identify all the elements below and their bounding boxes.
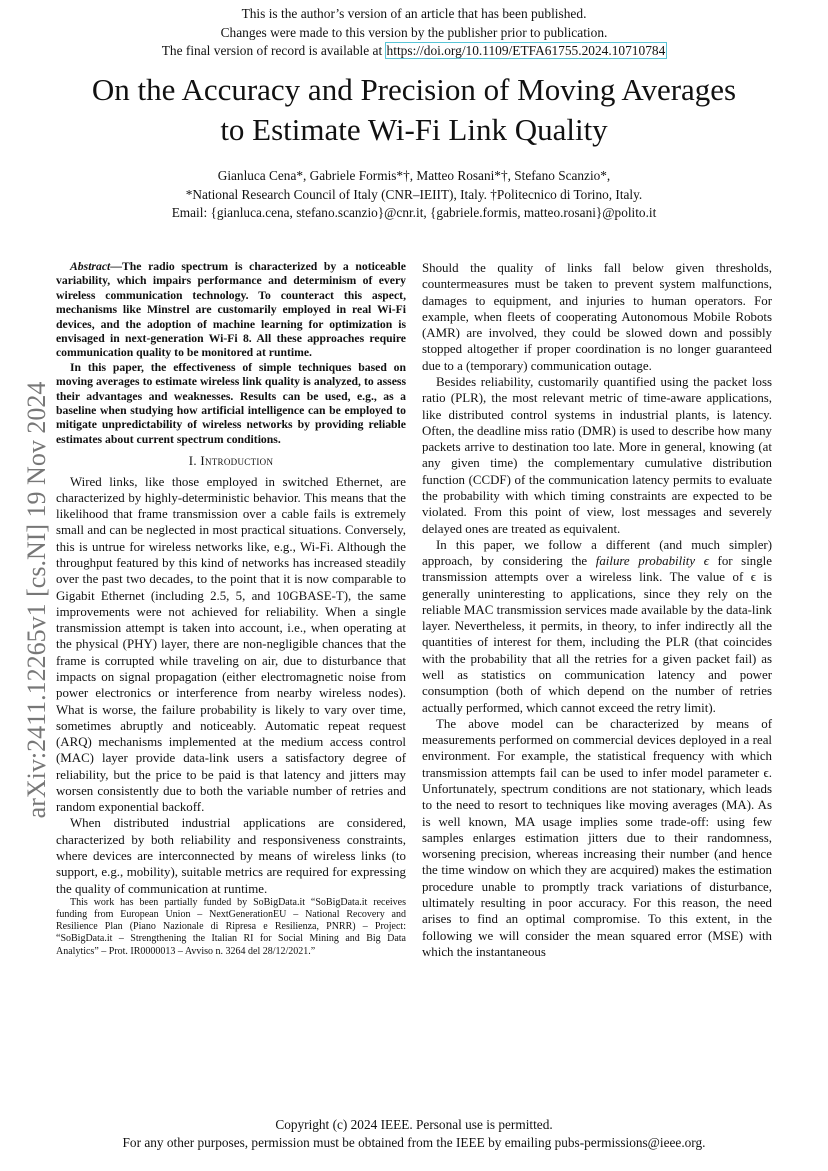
- author-names: Gianluca Cena*, Gabriele Formis*†, Matteo Rosani*†, Stefano Scanzio*,: [217, 168, 611, 183]
- left-column: [56, 260, 406, 958]
- title-line-2: to Estimate Wi-Fi Link Quality: [220, 112, 608, 147]
- copyright-line-2: For any other purposes, permission must be obtained from the IEEE by emailing pubs-permissions@ieee.org.: [122, 1134, 706, 1150]
- right-paragraph-3: [422, 537, 772, 716]
- section-heading-introduction: I. Introduction: [188, 454, 274, 469]
- notice-line-2: Changes were made to this version by the publisher prior to publication.: [220, 24, 608, 40]
- right-paragraph-2: Besides reliability, customarily quantified using the packet loss ratio (PLR), the most relevant metric of time-aware applications, like distributed control systems in industrial plants, is latency. Often, the deadline miss ratio (DMR) is used to describe how many packets arrive to destination too late. More in general, knowing (at any given time) the complementary cumulative distribution function (CCDF) of the communication latency permits to evaluate the probability with which timing constraints are expected to be violated. From this point of view, lost messages and severely delayed ones are treated as equivalent.: [422, 374, 772, 536]
- right-paragraph-1: Should the quality of links fall below given thresholds, countermeasures must be taken to prevent system malfunctions, damages to equipment, and injuries to human operators. For example, when fleets of cooperating Autonomous Mobile Robots (AMR) are involved, they could be slowed down and possibly stopped altogether if proper coordination is no longer guaranteed due to a (temporary) communication outage.: [422, 261, 772, 373]
- abstract-paragraph-2: In this paper, the effectiveness of simple techniques based on moving averages to estimate wireless link quality is analyzed, to assess their advantages and weaknesses. Results can be used, e.g., as a baseline when studying how artificial intelligence can be employed to mitigate unpredictability of wireless networks by providing reliable estimates about current spectrum conditions.: [56, 360, 406, 446]
- right-paragraph-4: The above model can be characterized by means of measurements performed on commercial devices deployed in a real environment. For example, the statistical frequency with which transmission attempts fail can be used to infer model parameter ϵ. Unfortunately, spectrum conditions are not stationary, which leads to the need to resort to techniques like moving averages (MA). As is well known, MA usage implies some trade-off: using few samples enlarges estimation jitters due to their randomness, worsening precision, whereas increasing their number (and hence the time window on which they are acquired) makes the estimation procedure unable to promptly track variations of disturbance, ultimately resulting in poor accuracy. For this reason, the need arises to find an optimal compromise. To this extent, in the following we will consider the mean squared error (MSE) with which the instantaneous: [422, 716, 772, 959]
- abstract-label: Abstract: [70, 260, 111, 273]
- publication-notice: [0, 5, 828, 61]
- copyright-line-1: Copyright (c) 2024 IEEE. Personal use is permitted.: [275, 1117, 553, 1132]
- paper-title: [0, 70, 828, 150]
- abstract-paragraph-1: [56, 260, 406, 361]
- right-paragraph-3-b: for single transmission attempts over a wireless link. The value of ϵ is generally uninteresting to applications, since they rely on the reliable MAC transmission services made available by the data-link layer. Nevertheless, it permits, in theory, to infer indirectly all the quantities of interest for them, including the PLR (that coincides with the probability that all the retries for a given packet fail) as well as statistics on communication latency and power consumption (both of which depend on the number of retries actually performed, which cannot exceed the retry limit).: [422, 554, 772, 715]
- doi-link[interactable]: https://doi.org/10.1109/ETFA61755.2024.10710784: [386, 43, 666, 58]
- funding-footnote: This work has been partially funded by SoBigData.it “SoBigData.it receives funding from European Union – NextGenerationEU – National Recovery and Resilience Plan (Piano Nazionale di Ripresa e Resilienza, PNRR) – Project: “SoBigData.it – Strengthening the Italian RI for Social Mining and Big Data Analytics” – Prot. IR0000013 – Avviso n. 3264 del 28/12/2021.”: [56, 896, 406, 957]
- intro-paragraph-1: Wired links, like those employed in switched Ethernet, are characterized by highly-deterministic behavior. This means that the likelihood that frame transmission over a cable fails is extremely small and can be neglected in most practical situations. Conversely, this is untrue for wireless networks like, e.g., Wi-Fi. Although the throughput featured by this kind of networks has increased steadily over the past two decades, to the point that it is now comparable to Gigabit Ethernet (including 2.5, 5, and 10GBASE-T), the same improvements were not achieved for reliability. When a single transmission attempt is taken into account, i.e., when operating at the physical (PHY) layer, there are non-negligible chances that the frame is corrupted while traveling on air, due to disturbance that impacts on signal propagation (either electromagnetic noise from power electronics or interference from nearby wireless nodes). What is worse, the failure probability is likely to vary over time, sometimes abruptly and noticeably. Automatic repeat request (ARQ) mechanisms implemented at the medium access control (MAC) layer provide data-link users a satisfactory degree of reliability, but the price to be paid is that latency and jitters may worsen consistently due to both the variable number of retries and random exponential backoff.: [56, 474, 406, 815]
- abstract-text-1: —The radio spectrum is characterized by a noticeable variability, which impairs performance and determinism of every wireless communication technology. To counteract this aspect, mechanisms like Minstrel are customarily employed in real Wi-Fi devices, and the adoption of machine learning for optimization is envisaged in next-generation Wi-Fi 8. All these approaches require communication quality to be monitored at runtime.: [56, 260, 406, 360]
- right-column: [422, 260, 772, 960]
- author-emails: Email: {gianluca.cena, stefano.scanzio}@cnr.it, {gabriele.formis, matteo.rosani}@polito.it: [171, 205, 657, 221]
- notice-line-3: [0, 42, 828, 61]
- copyright-notice: [0, 1116, 828, 1151]
- author-affiliations: *National Research Council of Italy (CNR–IEIIT), Italy. †Politecnico di Torino, Italy.: [185, 186, 643, 202]
- failure-probability-term: failure probability ϵ: [595, 554, 709, 569]
- notice-line-1: This is the author’s version of an article that has been published.: [241, 6, 587, 21]
- author-block: [0, 167, 828, 223]
- abstract: [56, 260, 406, 447]
- title-line-1: On the Accuracy and Precision of Moving Averages: [91, 72, 737, 107]
- intro-paragraph-2: When distributed industrial applications are considered, characterized by both reliability and responsiveness constraints, where devices are interconnected by means of wireless links (to support, e.g., mobility), suitable metrics are required for expressing the quality of communication at runtime.: [56, 816, 406, 896]
- arxiv-identifier: arXiv:2411.12265v1 [cs.NI] 19 Nov 2024: [22, 381, 51, 819]
- notice-line-3-prefix: The final version of record is available at: [161, 43, 386, 58]
- right-paragraph-3-a: In this paper, we follow a different (and much simpler) approach, by considering the: [422, 537, 772, 569]
